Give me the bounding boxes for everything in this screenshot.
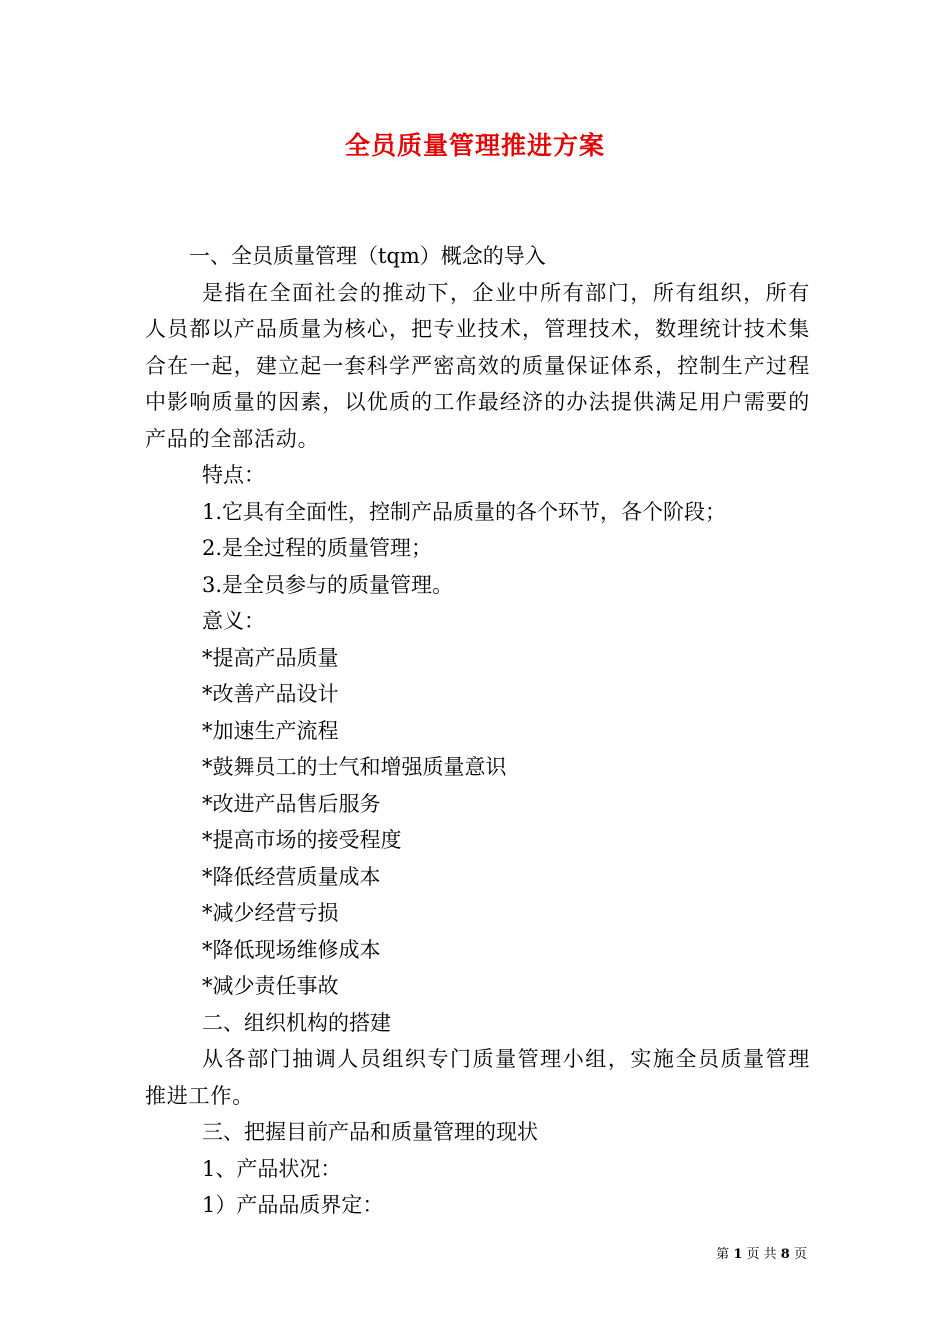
significance-item: *鼓舞员工的士气和增强质量意识 xyxy=(202,755,507,779)
significance-item: *改善产品设计 xyxy=(202,682,339,706)
feature-item: 1.它具有全面性，控制产品质量的各个环节，各个阶段； xyxy=(202,499,727,524)
section-heading-3: 三、把握目前产品和质量管理的现状 xyxy=(202,1120,538,1144)
section-heading-2: 二、组织机构的搭建 xyxy=(202,1010,391,1035)
footer-suffix: 页 xyxy=(793,1247,807,1262)
feature-item: 3.是全员参与的质量管理。 xyxy=(202,572,454,597)
document-title: 全员质量管理推进方案 xyxy=(344,131,605,160)
significance-item: *改进产品售后服务 xyxy=(202,791,381,816)
total-pages-number: 8 xyxy=(780,1247,790,1262)
footer-middle: 页 共 xyxy=(746,1247,777,1262)
features-label: 特点： xyxy=(202,463,265,487)
definition-paragraph: 是指在全面社会的推动下，企业中所有部门，所有组织，所有人员都以产品质量为核心，把专业技术，管理技术，数理统计技术集合在一起，建立起一套科学严密高效的质量保证体系，控制生产过程中影响质量的因素，以优质的工作最经济的办法提供满足用户需要的产品的全部活动。 xyxy=(145,280,810,451)
document-body xyxy=(145,238,810,1224)
significance-item: *降低经营质量成本 xyxy=(202,864,381,889)
significance-item: *减少经营亏损 xyxy=(202,901,339,925)
current-page-number: 1 xyxy=(733,1247,743,1262)
subsection-heading: 1、产品状况： xyxy=(202,1156,342,1181)
significance-label: 意义： xyxy=(202,609,265,633)
org-paragraph: 从各部门抽调人员组织专门质量管理小组，实施全员质量管理推进工作。 xyxy=(145,1047,810,1108)
significance-item: *提高产品质量 xyxy=(202,645,339,670)
significance-item: *降低现场维修成本 xyxy=(202,937,381,962)
footer-prefix: 第 xyxy=(716,1247,730,1262)
significance-item: *加速生产流程 xyxy=(202,718,339,743)
feature-item: 2.是全过程的质量管理； xyxy=(202,536,433,560)
significance-item: *减少责任事故 xyxy=(202,974,339,998)
page-number-footer xyxy=(716,1246,807,1264)
subsubsection-heading: 1）产品品质界定： xyxy=(202,1193,384,1217)
section-heading-1: 一、全员质量管理（tqm）概念的导入 xyxy=(189,244,546,268)
significance-item: *提高市场的接受程度 xyxy=(202,828,402,852)
